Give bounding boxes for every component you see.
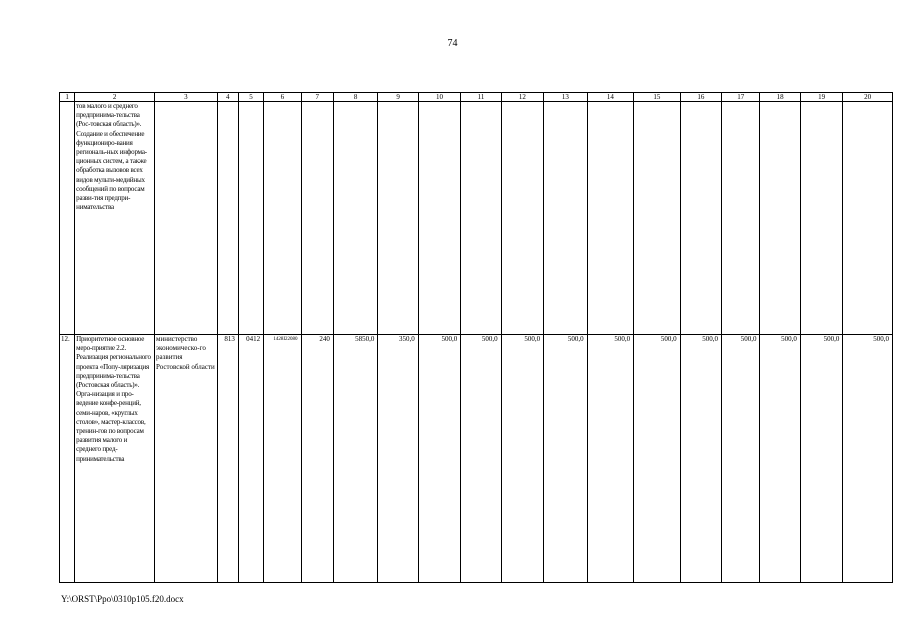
column-header: 17 [722,93,760,102]
cell-value [544,102,587,335]
cell-value: 5850,0 [333,335,377,583]
cell-value: 500,0 [634,335,681,583]
column-header: 3 [155,93,218,102]
cell-value: 500,0 [800,335,842,583]
row-number: 12. [60,335,75,583]
column-header: 12 [501,93,543,102]
measure-name: тов малого и среднего предпринима-тельства (Рос-товская область)». Создание и обеспечение функциониро-вания региональ-ных информа-ционных систем, а также обработка вызовов всех видов мульти-медийных сообщений по вопросам разви-тия предпри-нимательства [75,102,155,335]
cell-value: 500,0 [501,335,543,583]
cell-value [378,102,418,335]
cell-value [418,102,460,335]
cell-value: 500,0 [722,335,760,583]
cell-value [238,102,263,335]
cell-value: 350,0 [378,335,418,583]
cell-value [634,102,681,335]
column-header: 19 [800,93,842,102]
column-header: 15 [634,93,681,102]
executor: министерство экономическо-го развития Ростовской области [155,335,218,583]
cell-value: 500,0 [680,335,721,583]
cell-value [722,102,760,335]
cell-value: 500,0 [544,335,587,583]
table-row [60,335,893,583]
document-path-footer: Y:\ORST\Ppo\0310p105.f20.docx [61,594,184,604]
cell-value [301,102,333,335]
page-number: 74 [447,38,458,49]
cell-value [333,102,377,335]
cell-value [843,102,893,335]
column-header: 7 [301,93,333,102]
cell-value [217,102,238,335]
column-header: 11 [461,93,501,102]
measure-name: Приоритетное основное меро-приятие 2.2. Реализация регионального проекта «Попу-ляризация предпринима-тельства (Ростовская область)». Орга-низация и про-ведение конфе-ренций, семи-наров, «круглых столов», мастер-классов, тренин-гов по вопросам развития малого и среднего пред-принимательства [75,335,155,583]
cell-value: 500,0 [760,335,800,583]
column-header: 5 [238,93,263,102]
cell-value: 500,0 [587,335,634,583]
column-header: 9 [378,93,418,102]
column-header: 8 [333,93,377,102]
cell-value: 500,0 [418,335,460,583]
cell-value: 813 [217,335,238,583]
table-row [60,102,893,335]
cell-value: 1428I22080 [264,335,301,583]
column-header: 2 [75,93,155,102]
column-header: 6 [264,93,301,102]
cell-value: 240 [301,335,333,583]
budget-table [59,92,893,583]
executor [155,102,218,335]
cell-value: 500,0 [843,335,893,583]
cell-value [760,102,800,335]
column-header: 20 [843,93,893,102]
cell-value [501,102,543,335]
cell-value [800,102,842,335]
cell-value [264,102,301,335]
column-header: 18 [760,93,800,102]
column-header: 10 [418,93,460,102]
column-header: 13 [544,93,587,102]
cell-value [461,102,501,335]
row-number [60,102,75,335]
cell-value [680,102,721,335]
column-header: 14 [587,93,634,102]
column-header: 4 [217,93,238,102]
cell-value: 500,0 [461,335,501,583]
cell-value: 0412 [238,335,263,583]
column-number-row [60,93,893,102]
column-header: 16 [680,93,721,102]
cell-value [587,102,634,335]
column-header: 1 [60,93,75,102]
